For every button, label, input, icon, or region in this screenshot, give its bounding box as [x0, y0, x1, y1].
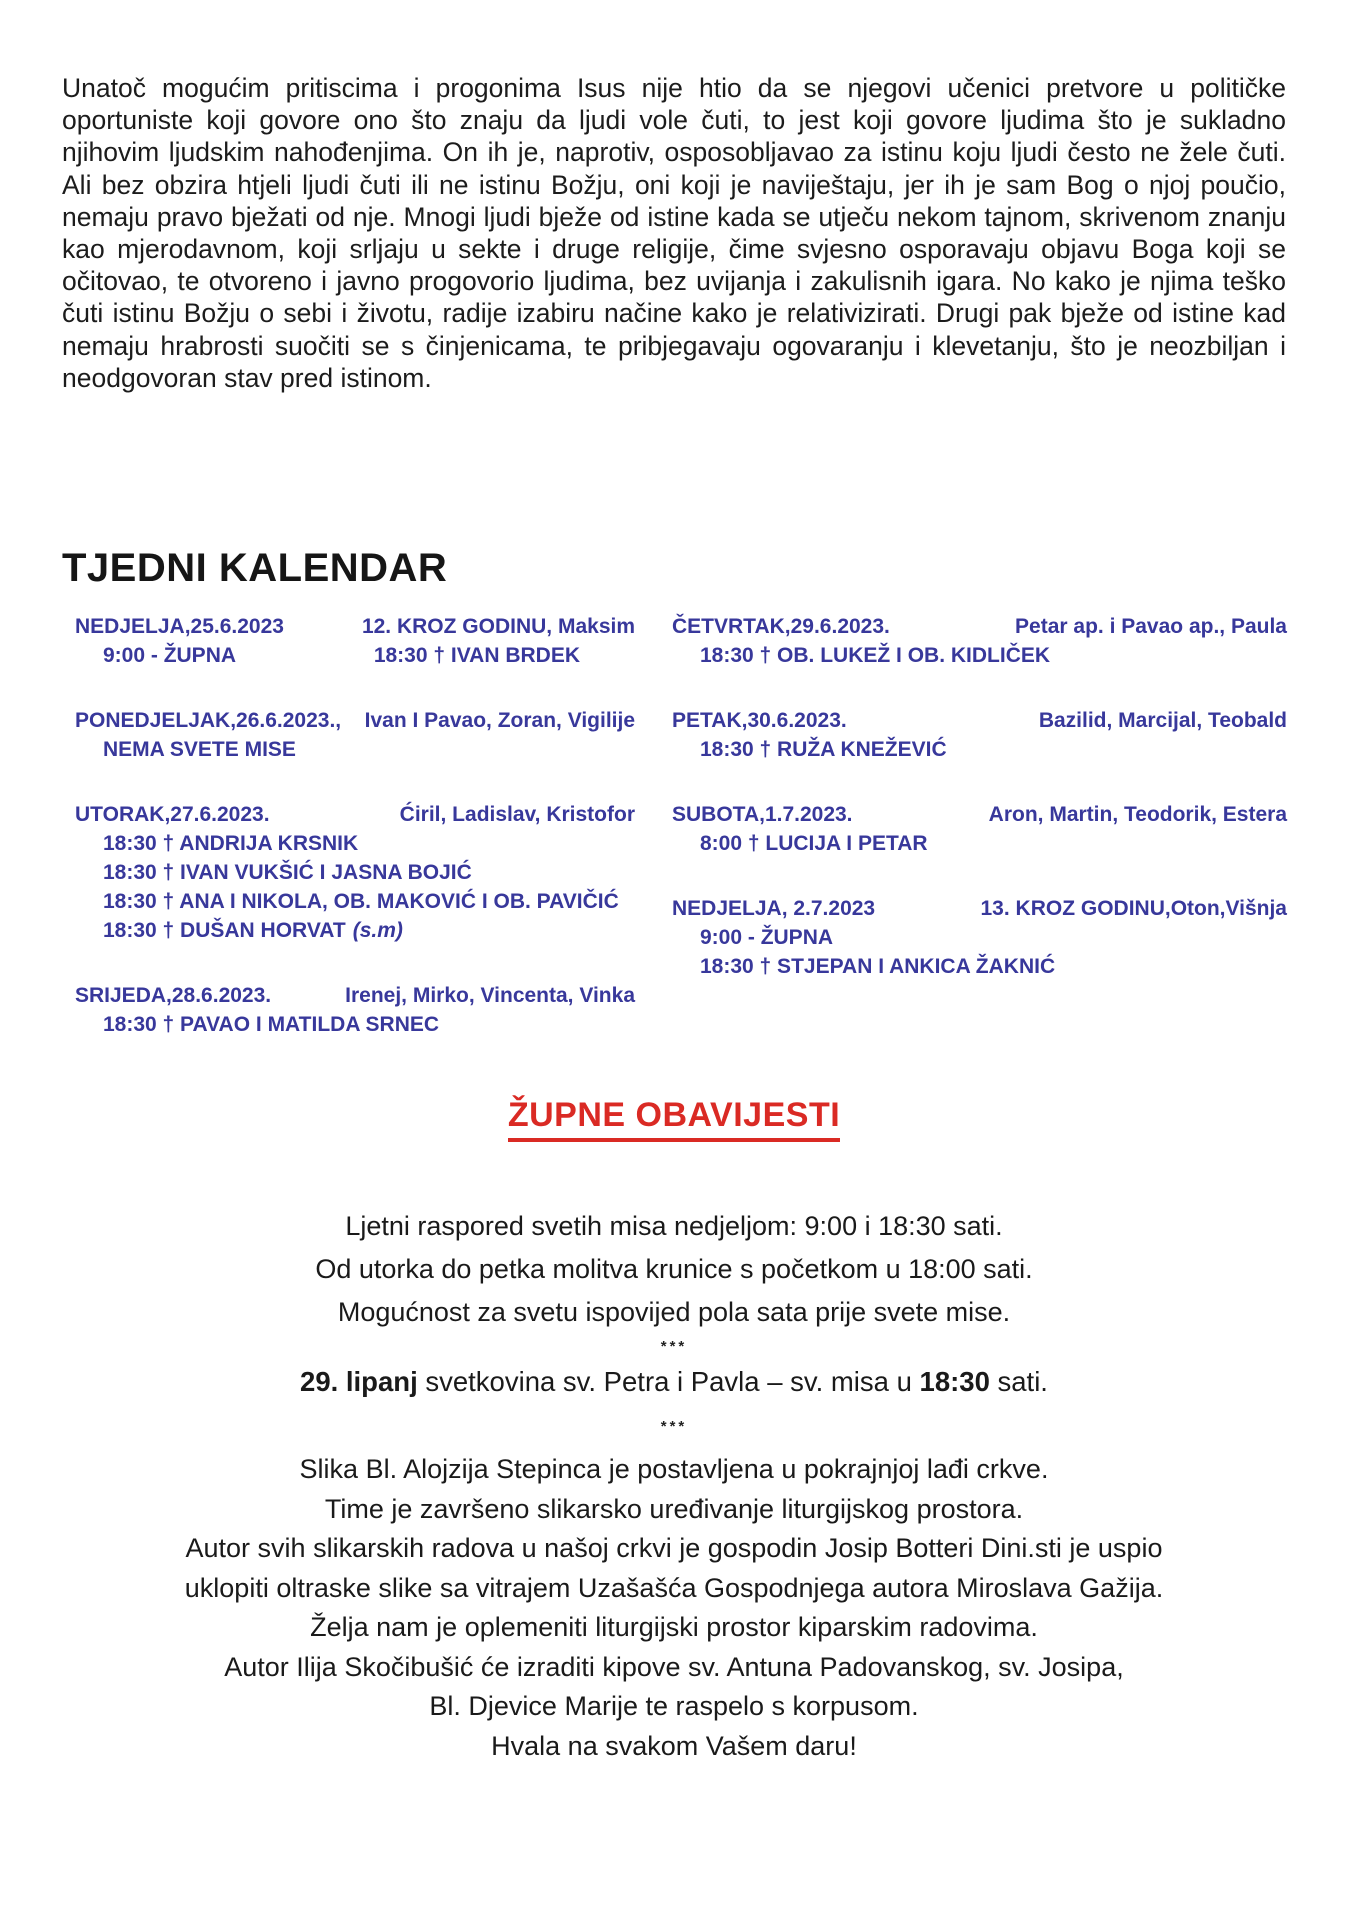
entry-header — [672, 894, 1287, 923]
entry-saints: Petar ap. i Pavao ap., Paula — [1015, 615, 1287, 638]
news-line: Želja nam je oplemeniti liturgijski prostor kiparskim radovima. — [310, 1612, 1038, 1642]
calendar-column-left — [75, 612, 635, 1075]
calendar-entry-wednesday-28-6 — [75, 981, 635, 1039]
mass-intention: 18:30 † STJEPAN I ANKICA ŽAKNIĆ — [700, 955, 1056, 978]
mass-intention: 18:30 † ANA I NIKOLA, OB. MAKOVIĆ I OB. PAVIČIĆ — [103, 890, 619, 913]
entry-line — [75, 1010, 635, 1039]
entry-line — [75, 641, 635, 670]
entry-line — [75, 887, 635, 916]
asterisk-separator: *** — [660, 1338, 688, 1355]
news-line: Time je završeno slikarsko uređivanje liturgijskog prostora. — [324, 1493, 1024, 1524]
entry-saints: 12. KROZ GODINU, Maksim — [361, 615, 635, 638]
entry-saints: Ćiril, Ladislav, Kristofor — [399, 803, 635, 826]
entry-line — [75, 916, 635, 945]
weekly-calendar-title: TJEDNI KALENDAR — [62, 546, 448, 590]
mass-intention: 18:30 † RUŽA KNEŽEVIĆ — [700, 738, 947, 761]
entry-header — [672, 612, 1287, 641]
feast-text: svetkovina sv. Petra i Pavla – sv. misa u — [417, 1366, 920, 1397]
entry-line — [672, 952, 1287, 981]
news-line: Slika Bl. Alojzija Stepinca je postavljena u pokrajnjoj lađi crkve. — [299, 1454, 1049, 1484]
entry-header — [75, 612, 635, 641]
news-line: uklopiti oltraske slike sa vitrajem Uzašašća Gospodnjega autora Miroslava Gažija. — [184, 1572, 1164, 1603]
news-line: Bl. Djevice Marije te raspelo s korpusom. — [429, 1691, 919, 1721]
calendar-entry-friday-30-6 — [672, 706, 1287, 764]
announcements-header — [62, 1096, 1286, 1142]
entry-date: SRIJEDA,28.6.2023. — [75, 984, 272, 1007]
calendar-column-right — [672, 612, 1287, 1075]
entry-date: NEDJELJA, 2.7.2023 — [672, 897, 876, 920]
entry-date: NEDJELJA,25.6.2023 — [75, 615, 284, 638]
mass-time: 9:00 - ŽUPNA — [103, 644, 237, 667]
calendar-entry-thursday-29-6 — [672, 612, 1287, 670]
mass-intention: 8:00 † LUCIJA I PETAR — [700, 832, 928, 855]
entry-line — [672, 923, 1287, 952]
entry-saints: Bazilid, Marcijal, Teobald — [1038, 709, 1287, 732]
announcements-title: ŽUPNE OBAVIJESTI — [508, 1096, 840, 1142]
entry-date: PETAK,30.6.2023. — [672, 709, 847, 732]
entry-header — [75, 706, 635, 735]
entry-line — [672, 641, 1287, 670]
news-line: Autor Ilija Skočibušić će izraditi kipove sv. Antuna Padovanskog, sv. Josipa, — [224, 1651, 1124, 1682]
entry-date: UTORAK,27.6.2023. — [75, 803, 270, 826]
asterisk-separator: *** — [660, 1418, 688, 1435]
entry-header — [75, 981, 635, 1010]
entry-header — [672, 706, 1287, 735]
parish-news-block — [62, 1450, 1286, 1766]
mass-time: 9:00 - ŽUPNA — [700, 926, 834, 949]
entry-saints: Ivan I Pavao, Zoran, Vigilije — [364, 709, 635, 732]
entry-line — [672, 829, 1287, 858]
mass-intention: 18:30 † ANDRIJA KRSNIK — [103, 832, 359, 855]
schedule-line: Mogućnost za svetu ispovijed pola sata prije svete mise. — [337, 1297, 1011, 1327]
mass-intention: 18:30 † IVAN VUKŠIĆ I JASNA BOJIĆ — [103, 861, 472, 884]
schedule-line: Od utorka do petka molitva krunice s početkom u 18:00 sati. — [315, 1254, 1033, 1284]
schedule-line: Ljetni raspored svetih misa nedjeljom: 9:00 i 18:30 sati. — [345, 1211, 1003, 1241]
news-line: Hvala na svakom Vašem daru! — [491, 1730, 857, 1761]
entry-line — [75, 735, 635, 764]
mass-schedule-block — [62, 1205, 1286, 1334]
entry-date: SUBOTA,1.7.2023. — [672, 803, 853, 826]
entry-date: PONEDJELJAK,26.6.2023., — [75, 709, 342, 732]
calendar-entry-saturday-1-7 — [672, 800, 1287, 858]
mass-intention: 18:30 † IVAN BRDEK — [373, 644, 580, 667]
weekly-calendar — [75, 612, 1287, 1075]
calendar-entry-sunday-2-7 — [672, 894, 1287, 981]
entry-saints: Aron, Martin, Teodorik, Estera — [988, 803, 1287, 826]
mass-intention: 18:30 † OB. LUKEŽ I OB. KIDLIČEK — [700, 644, 1051, 667]
feast-time: 18:30 — [919, 1366, 990, 1397]
intro-paragraph: Unatoč mogućim pritiscima i progonima Isus nije htio da se njegovi učenici pretvore u političke oportuniste koji govore ono što znaju da ljudi vole čuti, to jest koji govore ljudima što je sukladno njihovim ljudskim nahođenjima. On ih je, naprotiv, osposobljavao za istinu koju ljudi često ne žele čuti. Ali bez obzira htjeli ljudi čuti ili ne istinu Božju, oni koji je naviještaju, jer ih je sam Bog o njoj poučio, nemaju pravo bježati od nje. Mnogi ljudi bježe od istine kada se utječu nekom tajnom, skrivenom znanju kao mjerodavnom, koji srljaju u sekte i druge religije, čime svjesno osporavaju objavu Boga koji se očitovao, te otvoreno i javno progovorio ljudima, bez uvijanja i zakulisnih igara. No kako je njima teško čuti istinu Božju o sebi i životu, radije izabiru načine kako je relativizirati. Drugi pak bježe od istine kad nemaju hrabrosti suočiti se s činjenicama, te pribjegavaju ogovaranju i klevetanju, što je neozbiljan i neodgovoran stav pred istinom. — [62, 73, 1286, 393]
entry-header — [75, 800, 635, 829]
calendar-entry-sunday-25-6 — [75, 612, 635, 670]
mass-intention: 18:30 † DUŠAN HORVAT — [103, 919, 346, 942]
calendar-entry-tuesday-27-6 — [75, 800, 635, 945]
feast-announcement-line — [62, 1366, 1286, 1398]
feast-text-end: sati. — [989, 1366, 1048, 1397]
entry-line — [672, 735, 1287, 764]
calendar-entry-monday-26-6 — [75, 706, 635, 764]
entry-saints: Irenej, Mirko, Vincenta, Vinka — [345, 984, 635, 1007]
mass-intention: 18:30 † PAVAO I MATILDA SRNEC — [103, 1013, 440, 1036]
entry-line — [75, 829, 635, 858]
entry-line — [75, 858, 635, 887]
entry-saints: 13. KROZ GODINU,Oton,Višnja — [980, 897, 1287, 920]
entry-header — [672, 800, 1287, 829]
mass-intention-note: (s.m) — [352, 919, 403, 942]
feast-date: 29. lipanj — [300, 1366, 418, 1397]
entry-date: ČETVRTAK,29.6.2023. — [672, 615, 890, 638]
news-line: Autor svih slikarskih radova u našoj crkvi je gospodin Josip Botteri Dini.sti je uspio — [185, 1533, 1163, 1563]
mass-note: NEMA SVETE MISE — [103, 738, 296, 761]
